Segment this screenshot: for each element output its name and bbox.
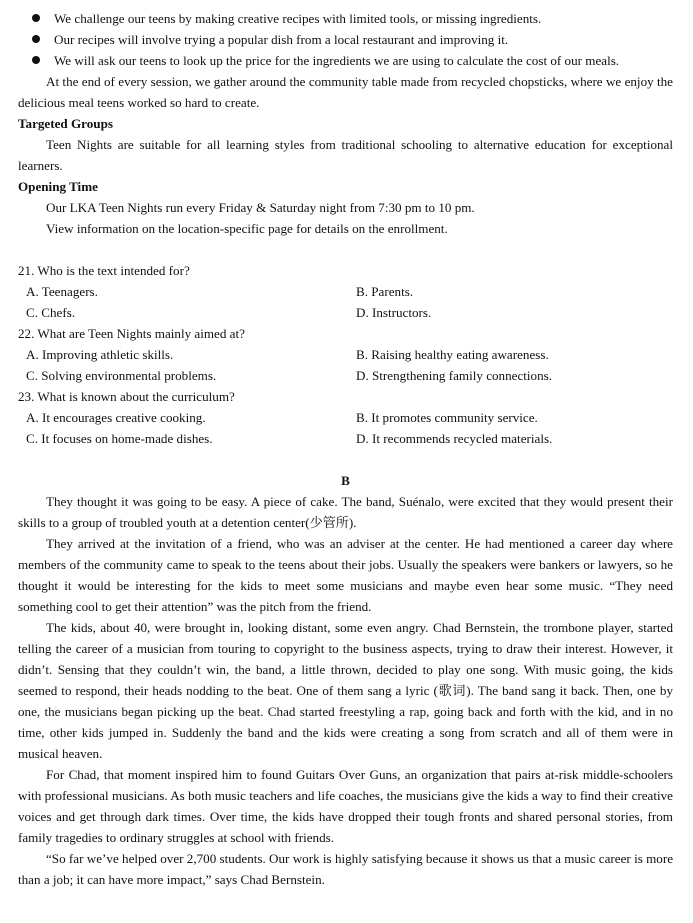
option-d: D. It recommends recycled materials. <box>356 431 553 446</box>
option-c: C. It focuses on home-made dishes. <box>26 431 213 446</box>
question-22 <box>18 323 673 386</box>
bullet-text: Our recipes will involve trying a popular dish from a local restaurant and improving it. <box>54 32 509 47</box>
option-d: D. Instructors. <box>356 305 432 320</box>
spacer <box>18 239 673 260</box>
passage-paragraph: They arrived at the invitation of a friend, who was an adviser at the center. He had mentioned a career day where members of the community came to speak to the teens about their jobs. Usually the speakers were bankers or lawyers, so he thought it would be interesting for the kids to meet some musicians and maybe even hear some music. “They need something cool to get their attention” was the pitch from the friend. <box>18 536 673 614</box>
question-21 <box>18 260 673 323</box>
heading-opening-time: Opening Time <box>18 179 98 194</box>
option-b: B. Parents. <box>356 284 414 299</box>
enrollment-info-line: View information on the location-specific page for details on the enrollment. <box>46 221 448 236</box>
passage-paragraph: For Chad, that moment inspired him to found Guitars Over Guns, an organization that pairs at-risk middle-schoolers with professional musicians. As both music teachers and life coaches, the musicians give the kids a way to find their creative voices and get through dark times. Over time, the kids have dropped their tough fronts and shared personal stories, from family tragedies to ordinary struggles at school with friends. <box>18 767 673 845</box>
bullet-text: We will ask our teens to look up the price for the ingredients we are using to calculate the cost of our meals. <box>54 53 620 68</box>
bullet-text: We challenge our teens by making creative recipes with limited tools, or missing ingredients. <box>54 11 542 26</box>
option-a: A. Teenagers. <box>26 284 98 299</box>
question-stem: 22. What are Teen Nights mainly aimed at? <box>18 326 245 341</box>
option-a: A. It encourages creative cooking. <box>26 410 206 425</box>
opening-time-line: Our LKA Teen Nights run every Friday & Saturday night from 7:30 pm to 10 pm. <box>46 200 475 215</box>
passage-paragraph: “So far we’ve helped over 2,700 students. Our work is highly satisfying because it shows us that a music career is more than a job; it can have more impact,” says Chad Bernstein. <box>18 851 673 887</box>
option-a: A. Improving athletic skills. <box>26 347 174 362</box>
section-title-b: B <box>341 473 350 488</box>
option-c: C. Chefs. <box>26 305 76 320</box>
paragraph-targeted-groups: Teen Nights are suitable for all learning styles from traditional schooling to alternative education for exceptional learners. <box>18 137 673 173</box>
bullet-dot-icon <box>32 14 40 22</box>
paragraph-end-session: At the end of every session, we gather around the community table made from recycled chopsticks, where we enjoy the delicious meal teens worked so hard to create. <box>18 74 673 110</box>
bullet-item <box>18 50 673 71</box>
bullet-item <box>18 8 673 29</box>
answer-options <box>18 407 673 449</box>
spacer <box>18 449 673 470</box>
bullet-item <box>18 29 673 50</box>
question-stem: 21. Who is the text intended for? <box>18 263 190 278</box>
document-page <box>18 8 673 890</box>
option-b: B. It promotes community service. <box>356 410 538 425</box>
passage-paragraph: The kids, about 40, were brought in, looking distant, some even angry. Chad Bernstein, the trombone player, started telling the career of a musician from touring to copyright to the business aspects, trying to draw their interest. However, it didn’t. Sensing that they couldn’t win, the band, a little thrown, decided to play one song. With music going, the kids seemed to respond, their heads nodding to the beat. One of them sang a lyric (歌词). The band sang it back. Then, one by one, the musicians began picking up the beat. Chad started freestyling a rap, going back and forth with the kid, and in no time, other kids jumped in. Suddenly the band and the kids were creating a song from scratch and all of them were in musical heaven. <box>18 620 673 761</box>
answer-options <box>18 281 673 323</box>
answer-options <box>18 344 673 386</box>
bullet-dot-icon <box>32 35 40 43</box>
option-d: D. Strengthening family connections. <box>356 368 553 383</box>
question-23 <box>18 386 673 449</box>
option-b: B. Raising healthy eating awareness. <box>356 347 549 362</box>
question-stem: 23. What is known about the curriculum? <box>18 389 235 404</box>
option-c: C. Solving environmental problems. <box>26 368 217 383</box>
bullet-dot-icon <box>32 56 40 64</box>
heading-targeted-groups: Targeted Groups <box>18 116 113 131</box>
passage-paragraph: They thought it was going to be easy. A piece of cake. The band, Suénalo, were excited that they would present their skills to a group of troubled youth at a detention center(少管所). <box>18 494 673 530</box>
